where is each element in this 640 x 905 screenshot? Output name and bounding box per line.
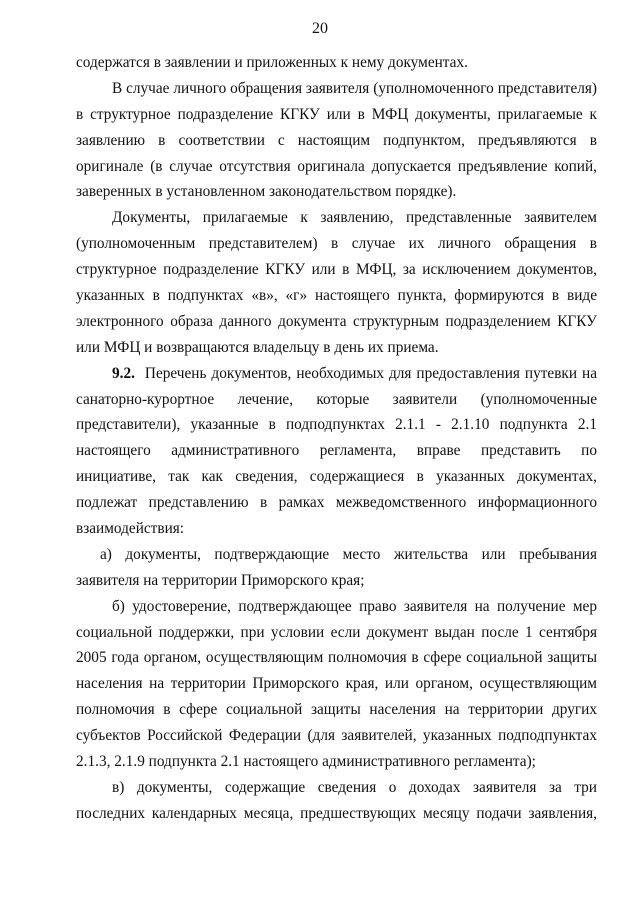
paragraph-documents-attached bbox=[76, 205, 597, 360]
text-line: заявителя на территории Приморского края; bbox=[76, 571, 365, 589]
paragraph-personal-appeal bbox=[76, 76, 597, 205]
page-number: 20 bbox=[312, 20, 328, 37]
paragraph-9-2 bbox=[76, 361, 597, 542]
text-line: заверенных в установленном законодательством порядке). bbox=[76, 183, 457, 201]
text-line: а) документы, подтверждающие место жительства или пребывания bbox=[100, 545, 597, 563]
text-fragment: Перечень документов, необходимых для предоставления путевки на bbox=[144, 364, 597, 382]
text-line: 2005 года органом, осуществляющим полномочия в сфере социальной защиты bbox=[76, 649, 597, 667]
list-item-a bbox=[76, 542, 597, 594]
text-line: или МФЦ и возвращаются владельцу в день их приема. bbox=[76, 338, 439, 356]
paragraph-continuation bbox=[76, 50, 597, 76]
text-line: в структурное подразделение КГКУ или в МФЦ документы, прилагаемые к bbox=[76, 105, 597, 123]
text-line: В случае личного обращения заявителя (уполномоченного представителя) bbox=[112, 79, 597, 97]
text-line: полномочия в сфере социальной защиты населения на территории других bbox=[76, 701, 597, 719]
text-line: населения на территории Приморского края, или органом, осуществляющим bbox=[76, 675, 597, 693]
text-line: электронного образа данного документа структурным подразделением КГКУ bbox=[76, 312, 597, 330]
text-line: последних календарных месяца, предшествующих месяцу подачи заявления, bbox=[76, 804, 597, 822]
text-line: структурное подразделение КГКУ или в МФЦ, за исключением документов, bbox=[76, 261, 597, 279]
text-line: Документы, прилагаемые к заявлению, представленные заявителем bbox=[112, 209, 597, 227]
text-line: содержатся в заявлении и приложенных к нему документах. bbox=[76, 54, 468, 71]
text-line: настоящего административного регламента, вправе представить по bbox=[76, 442, 597, 460]
text-line: инициативе, так как сведения, содержащиеся в указанных документах, bbox=[76, 468, 597, 486]
text-line: взаимодействия: bbox=[76, 520, 185, 538]
text-line: представители), указанные в подподпунктах 2.1.1 - 2.1.10 подпункта 2.1 bbox=[76, 416, 597, 434]
text-line bbox=[76, 361, 597, 387]
list-item-b bbox=[76, 594, 597, 775]
text-line: (уполномоченным представителем) в случае их личного обращения в bbox=[76, 235, 597, 253]
text-line: социальной поддержки, при условии если документ выдан после 1 сентября bbox=[76, 623, 597, 641]
section-number: 9.2. bbox=[112, 364, 135, 382]
text-line: санаторно-курортное лечение, которые заявители (уполномоченные bbox=[76, 390, 597, 408]
text-line: заявлению в соответствии с настоящим подпунктом, предъявляются в bbox=[76, 131, 597, 149]
text-line: указанных в подпунктах «в», «г» настоящего пункта, формируются в виде bbox=[76, 287, 597, 305]
list-item-v bbox=[76, 775, 597, 827]
text-line: б) удостоверение, подтверждающее право заявителя на получение мер bbox=[112, 597, 597, 615]
text-line: подлежат представлению в рамках межведомственного информационного bbox=[76, 494, 597, 512]
document-body bbox=[76, 50, 597, 827]
text-line: 2.1.3, 2.1.9 подпункта 2.1 настоящего административного регламента); bbox=[76, 753, 536, 771]
text-line: субъектов Российской Федерации (для заявителей, указанных подподпунктах bbox=[76, 727, 597, 745]
text-line: в) документы, содержащие сведения о доходах заявителя за три bbox=[112, 778, 597, 796]
text-line: оригинале (в случае отсутствия оригинала допускается предъявление копий, bbox=[76, 157, 597, 175]
